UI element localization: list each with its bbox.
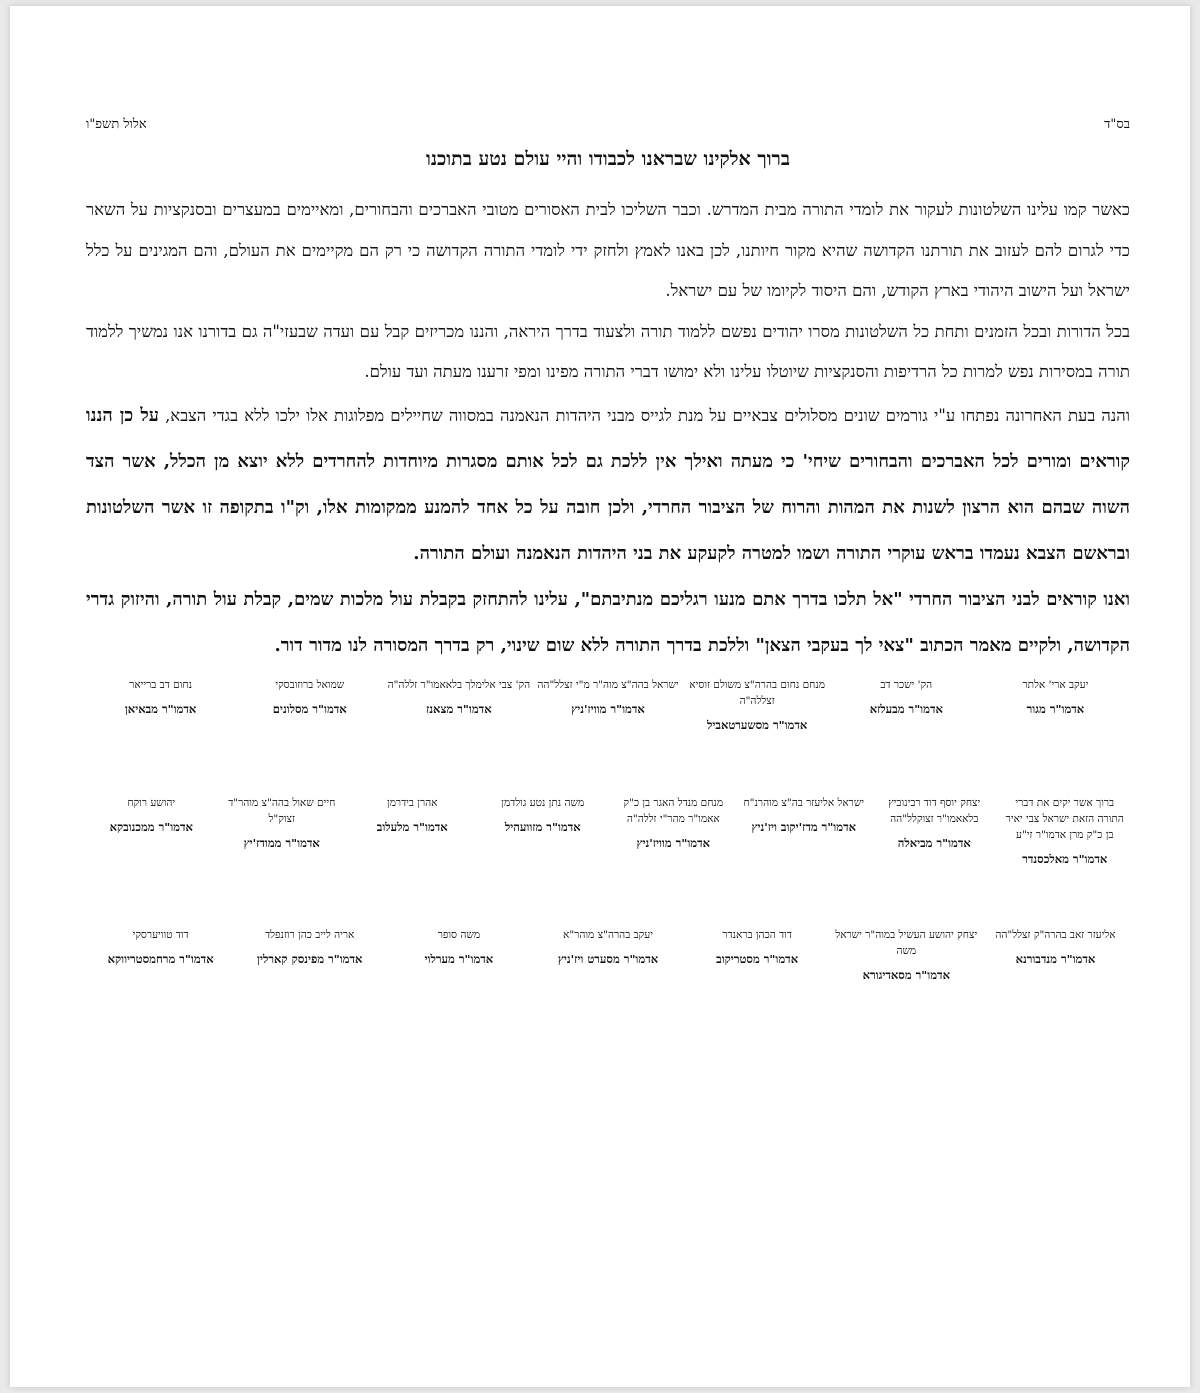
signature [832,927,981,983]
signer-title: אדמו"ר מנדבורנא [1015,951,1096,966]
signature-row-2 [86,795,1130,927]
paragraph-1: כאשר קמו עלינו השלטונות לעקור את לומדי התורה מבית המדרש. וכבר השליכו לבית האסורים מטובי האברכים והבחורים, ומאיימים במעצרים ובסנקציות על השאר כדי לגרום להם לעזוב את תורתנו הקדושה שהיא מקור חיותנו, לכן באנו לאמץ ולחזק ידי לומדי התורה הקדושה כי רק הם מקיימים את העולם, והם המגינים על כלל ישראל ועל הישוב היהודי בארץ הקודש, והם היסוד לקיומו של עם ישראל. [86,200,1130,301]
signer-name: יהושע רוקח [127,796,176,809]
signature [1000,795,1131,867]
document-body [86,116,1130,983]
signature [217,795,348,851]
signer-title: אדמו"ר מסשערטאביל [707,717,808,732]
signer-name: מנחם נחום בהרה"צ משולם זוסיא זצללה"ה [689,678,825,707]
signature-row-3 [86,927,1130,983]
signer-title: אדמו"ר מרחמסטריווקא [107,951,214,966]
signer-name: אליעזר זאב בהרה"ק זצלל"הה [995,928,1116,941]
signature [981,677,1130,717]
signature [981,927,1130,967]
signer-title: אדמו"ר מאלכסנדר [1022,851,1108,866]
signature [86,927,235,967]
signer-name: דוד טוויערסקי [132,928,189,941]
signer-title: אדמו"ר מערלוי [424,951,494,966]
signer-title: אדמו"ר מצאנז [426,701,492,716]
signature [533,677,682,717]
letter-text [86,190,1130,669]
signer-title: אדמו"ר ממודז'יץ [243,835,320,850]
document-title: ברוך אלקינו שבראנו לכבודו והיי עולם נטע בתוכנו [425,148,791,170]
signer-name: יעקב בהרה"צ מוהר"א [563,928,653,941]
signer-name: נחום דב ברייאר [129,678,192,691]
signer-name: משה סופר [437,928,481,941]
signer-title: אדמו"ר מוויז'ניץ [571,701,645,716]
signature [608,795,739,851]
signer-name: ישראל אליעזר בה"צ מוהרנ"ח [743,796,865,809]
signer-title: אדמו"ר מוויז'ניץ [636,835,710,850]
signature [478,795,609,835]
signature [832,677,981,717]
signature [869,795,1000,851]
bsd-mark: בס"ד [1104,117,1130,132]
signature [384,677,533,717]
signature [235,927,384,967]
signer-name: הק' ישכר דב [880,678,933,691]
signer-title: אדמו"ר מדז'יקוב ויז'ניץ [751,819,856,834]
paragraph-2: בכל הדורות ובכל הזמנים ותחת כל השלטונות מסרו יהודים נפשם ללמוד תורה ולצעוד בדרך היראה, והננו מכריזים קבל עם ועדה שבעזי"ה גם בדורנו אנו נמשיך ללמוד תורה במסירות נפש למרות כל הרדיפות והסנקציות שיוטלו עלינו ולא ימושו דברי התורה מפינו ומפי זרענו מעתה ועד עולם. [86,321,1130,382]
signer-name: יצחק יוסף דוד רבינוביץ בלאאמו"ר זצוקלל"הה [888,796,981,825]
signer-name: דוד הכהן בראנדר [722,928,792,941]
document-date: אלול תשפ"ו [86,117,147,132]
signer-title: אדמו"ר ממכנובקא [109,819,193,834]
signer-title: אדמו"ר מלעלוב [376,819,448,834]
signer-title: אדמו"ר מבעלזא [869,701,943,716]
paragraph-3-plain: והנה בעת האחרונה נפתחו ע"י גורמים שונים מסלולים צבאיים על מנת לגייס מבני היהדות הנאמנה במסווה שחיילים מפלוגות אלו ילכו ללא בגדי הצבא, [165,405,1130,425]
signer-title: אדמו"ר מגור [1026,701,1085,716]
signature [235,677,384,717]
signer-name: ברוך אשר יקים את דברי התורה הזאת ישראל צבי יאיר בן כ"ק מרן אדמו"ר זי"ע [1005,796,1124,841]
paragraph-3-bold: על כן הננו קוראים ומורים לכל האברכים והבחורים שיחי' כי מעתה ואילך אין ללכת גם לכל אותם מסגרות מיוחדות להחרדים ללא יוצא מן הכלל, אשר הצד השוה שבהם הוא הרצון לשנות את המהות והרוח של הציבור החרדי, ולכן חובה על כל אחד להמנע ממקומות אלו, וק"ו בתקופה זו אשר השלטונות ובראשם הצבא נעמדו בראש עוקרי התורה ושמו למטרה לקעקע את בני היהדות הנאמנה ועולם התורה. [86,404,1130,564]
signer-name: הק' צבי אלימלך בלאאמו"ר זללה"ה [387,678,531,691]
signer-title: אדמו"ר מביאלה [897,835,971,850]
signer-name: משה נתן נטע גולדמן [501,796,585,809]
signature [533,927,682,967]
signer-name: אהרן בידרמן [387,796,438,809]
signer-name: שמואל ברוזובסקי [275,678,345,691]
signer-title: אדמו"ר מסאדיגורא [862,967,950,982]
signature [347,795,478,835]
signer-title: אדמו"ר מפינסק קארלין [257,951,363,966]
signature [683,927,832,967]
signer-title: אדמו"ר מסערט ויז'ניץ [557,951,659,966]
signature [683,677,832,733]
paragraph-3 [86,393,1130,577]
signer-name: יצחק יהושע העשיל במוה"ר ישראל משה [835,928,978,957]
signer-title: אדמו"ר מסלונים [272,701,347,716]
signature [739,795,870,835]
signer-name: מנחם מנדל האגר בן כ"ק אאמו"ר מהר"י זללה"ה [623,796,724,825]
signer-title: אדמו"ר מזוועהיל [504,819,581,834]
signer-name: חיים שאול בהה"צ מוהר"ד זצוק"ל [228,796,336,825]
paragraph-4: ואנו קוראים לבני הציבור החרדי "אל תלכו בדרך אתם מנעו רגליכם מנתיבתם", עלינו להתחזק בקבלת עול מלכות שמים, קבלת עול תורה, והיזוק גדרי הקדושה, ולקיים מאמר הכתוב "צאי לך בעקבי הצאן" וללכת בדרך התורה ללא שום שינוי, רק בדרך המסורה לנו מדור דור. [86,588,1130,656]
signer-name: אריה לייב כהן רוזנפלד [265,928,355,941]
signature-row-1 [86,677,1130,795]
signature [86,795,217,835]
signer-title: אדמו"ר מבאיאן [124,701,197,716]
document-page [10,6,1190,1387]
signer-title: אדמו"ר מסטריקוב [716,951,799,966]
signatures-block [86,677,1130,983]
signature [86,677,235,717]
header-row [86,116,1130,138]
signature [384,927,533,967]
signer-name: יעקב ארי' אלתר [1022,678,1089,691]
signer-name: ישראל בהה"צ מוה"ר מ"י זצלל"הה [537,678,679,691]
